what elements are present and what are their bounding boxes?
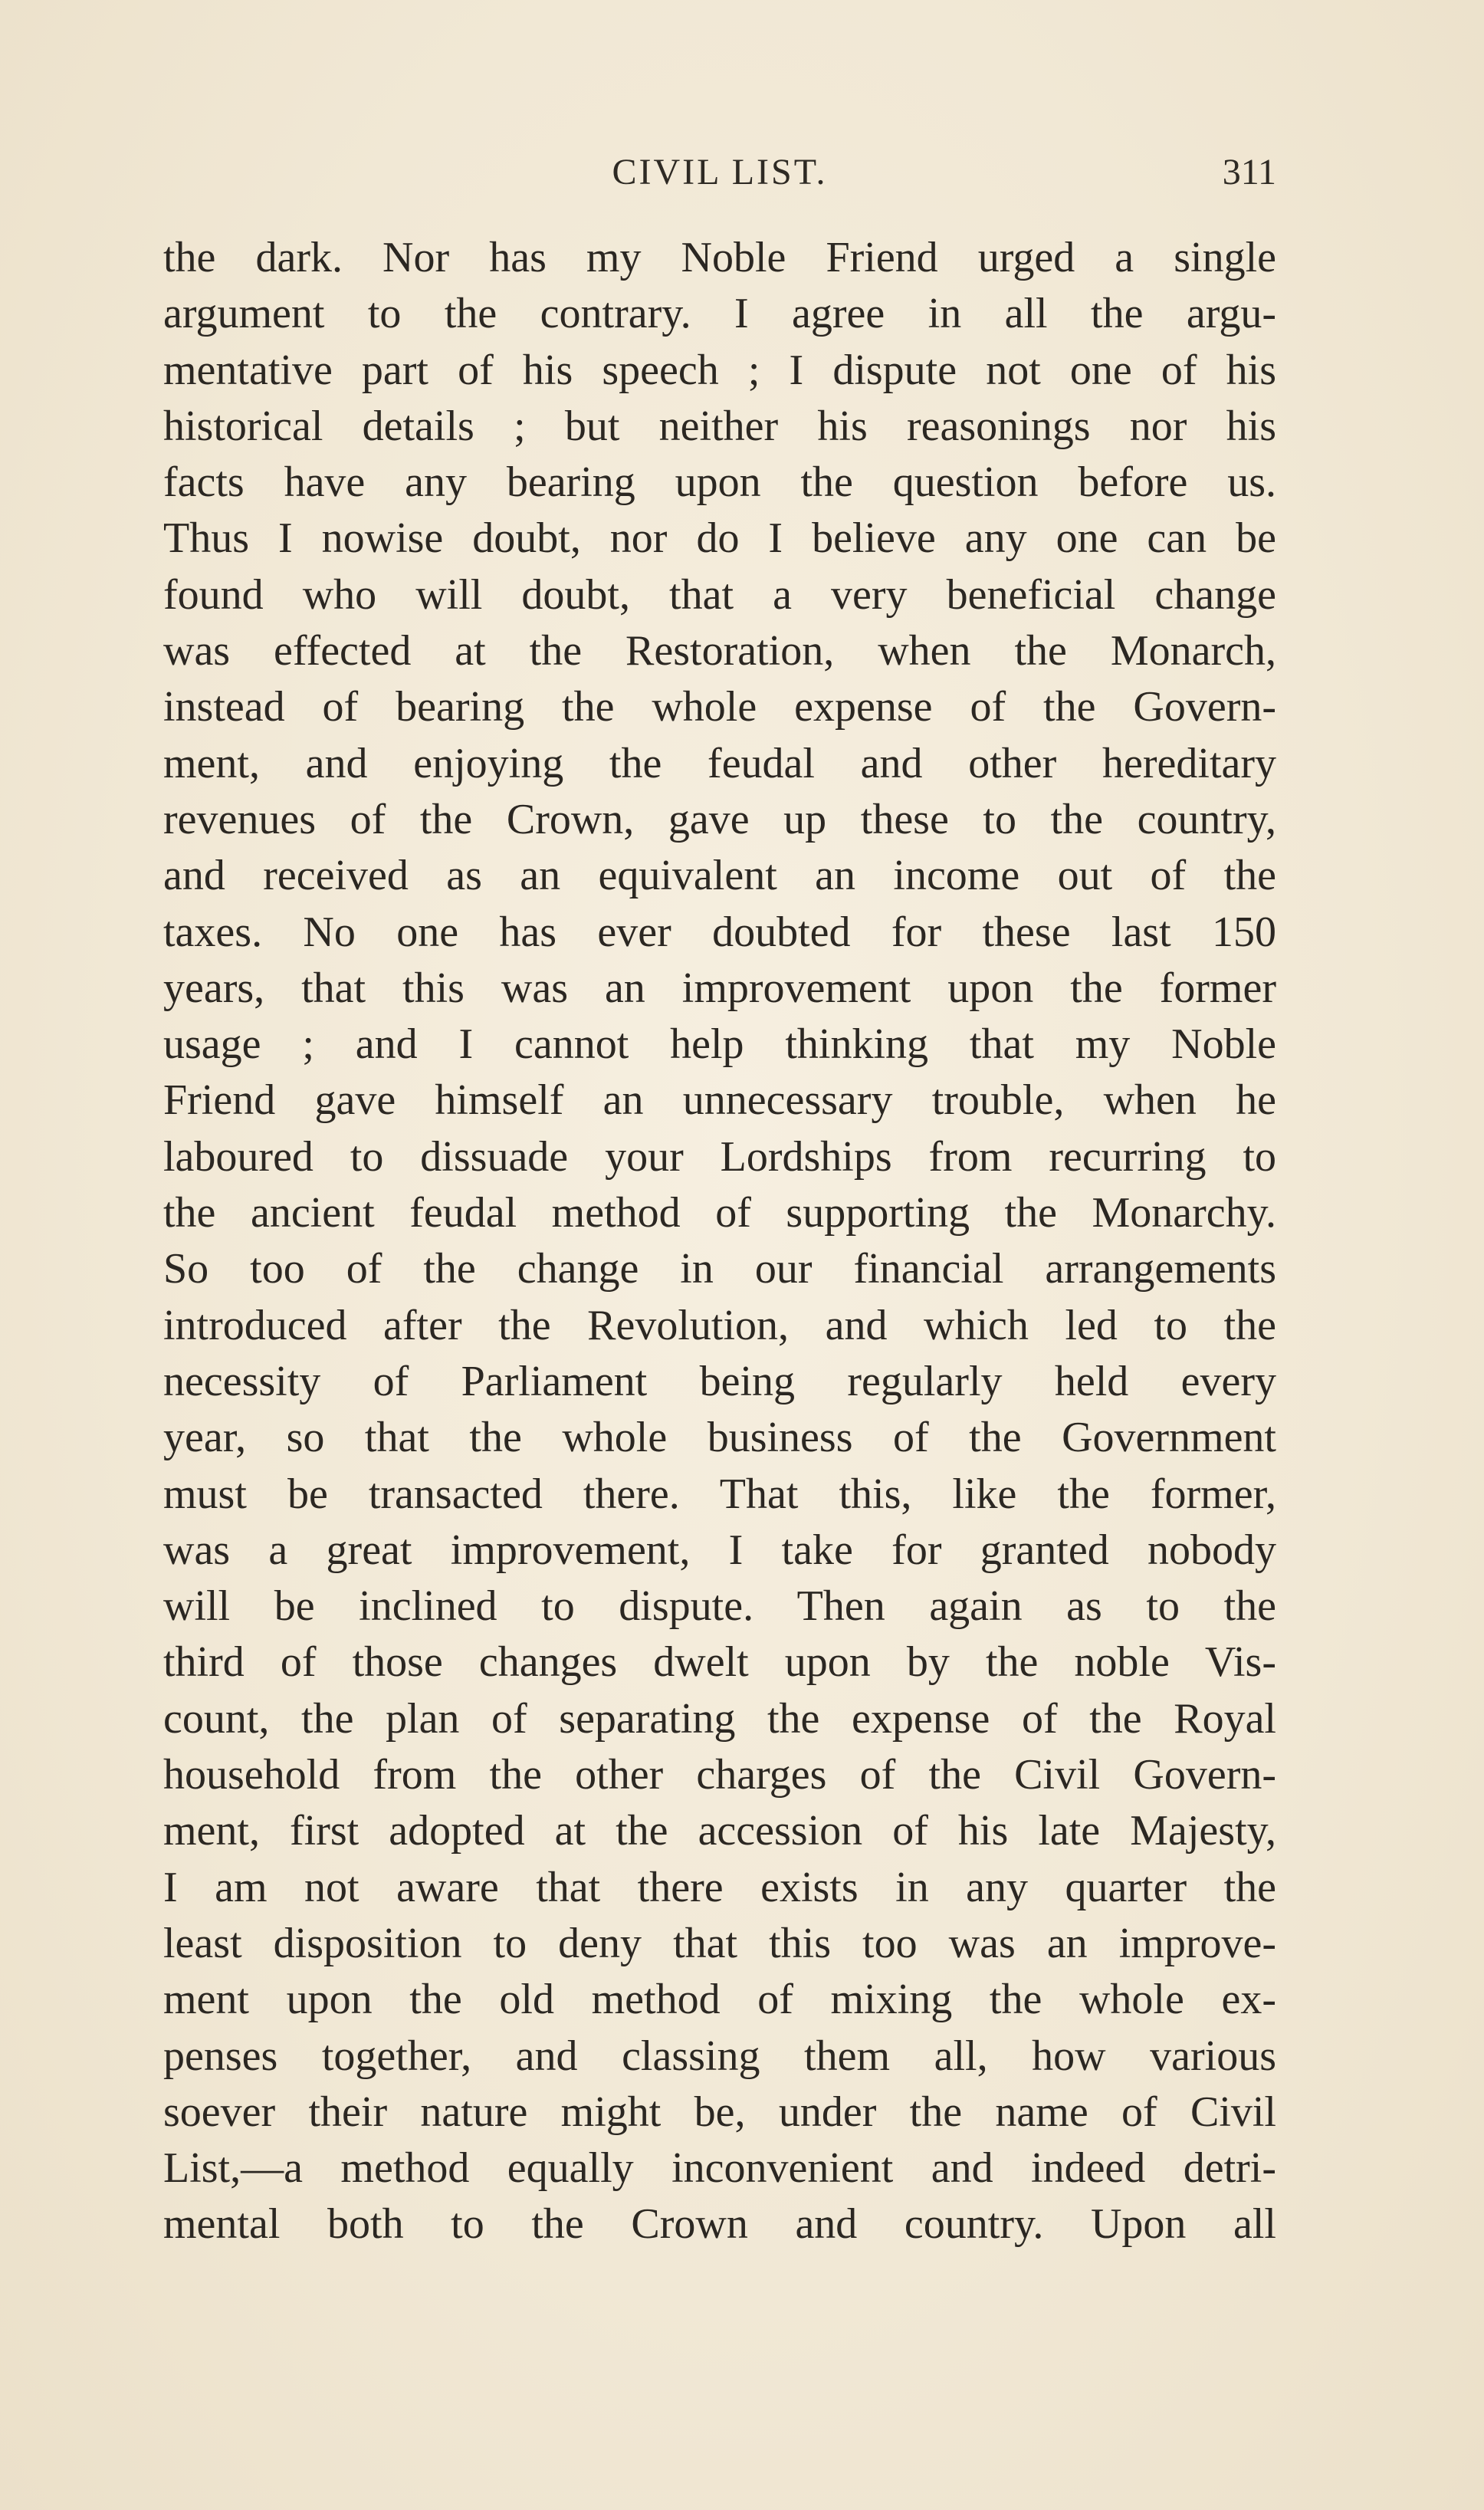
text-line: introduced after the Revolution, and which led to the bbox=[163, 1301, 1276, 1349]
running-head bbox=[163, 146, 1276, 199]
text-line: the dark. Nor has my Noble Friend urged a single bbox=[163, 234, 1276, 281]
text-line: year, so that the whole business of the Government bbox=[163, 1414, 1276, 1462]
running-head-title: CIVIL LIST. bbox=[612, 152, 828, 192]
text-line: revenues of the Crown, gave up these to the country, bbox=[163, 795, 1276, 843]
text-line: usage ; and I cannot help thinking that my Noble bbox=[163, 1020, 1276, 1069]
text-line: mental both to the Crown and country. Upon all bbox=[163, 2200, 1276, 2249]
page-number: 311 bbox=[1222, 152, 1276, 192]
text-line: penses together, and classing them all, how various bbox=[163, 2032, 1276, 2080]
text-line: the ancient feudal method of supporting the Monarchy. bbox=[163, 1189, 1276, 1237]
text-line: years, that this was an improvement upon the former bbox=[163, 964, 1276, 1012]
text-line: was a great improvement, I take for granted nobody bbox=[163, 1526, 1276, 1574]
text-line: ment upon the old method of mixing the whole ex- bbox=[163, 1976, 1276, 2024]
text-line: ment, first adopted at the accession of his late Majesty, bbox=[163, 1807, 1276, 1855]
text-line: found who will doubt, that a very beneficial change bbox=[163, 570, 1276, 619]
text-line: and received as an equivalent an income out of the bbox=[163, 852, 1276, 900]
text-line: instead of bearing the whole expense of the Govern- bbox=[163, 683, 1276, 731]
text-line: count, the plan of separating the expense of the Royal bbox=[163, 1694, 1276, 1743]
text-line: soever their nature might be, under the name of Civil bbox=[163, 2088, 1276, 2136]
text-line: historical details ; but neither his reasonings nor his bbox=[163, 402, 1276, 450]
text-line: So too of the change in our financial arrangements bbox=[163, 1245, 1276, 1293]
text-line: facts have any bearing upon the question before us. bbox=[163, 458, 1276, 507]
text-line: List,—a method equally inconvenient and indeed detri- bbox=[163, 2144, 1276, 2193]
body-text bbox=[163, 230, 1276, 2253]
text-line: taxes. No one has ever doubted for these last 150 bbox=[163, 908, 1276, 956]
text-line: least disposition to deny that this too was an improve- bbox=[163, 1919, 1276, 1967]
text-line: will be inclined to dispute. Then again as to the bbox=[163, 1582, 1276, 1631]
text-line: must be transacted there. That this, like the former, bbox=[163, 1470, 1276, 1518]
text-line: household from the other charges of the Civil Govern- bbox=[163, 1751, 1276, 1799]
text-line: was effected at the Restoration, when the Monarch, bbox=[163, 627, 1276, 675]
text-line: third of those changes dwelt upon by the noble Vis- bbox=[163, 1638, 1276, 1687]
text-line: mentative part of his speech ; I dispute not one of his bbox=[163, 346, 1276, 394]
text-line: I am not aware that there exists in any quarter the bbox=[163, 1863, 1276, 1911]
text-line: ment, and enjoying the feudal and other hereditary bbox=[163, 739, 1276, 787]
text-line: Friend gave himself an unnecessary trouble, when he bbox=[163, 1076, 1276, 1125]
text-line: Thus I nowise doubt, nor do I believe any one can be bbox=[163, 514, 1276, 563]
text-line: necessity of Parliament being regularly held every bbox=[163, 1357, 1276, 1405]
text-line: laboured to dissuade your Lordships from recurring to bbox=[163, 1132, 1276, 1181]
text-line: argument to the contrary. I agree in all the argu- bbox=[163, 290, 1276, 338]
